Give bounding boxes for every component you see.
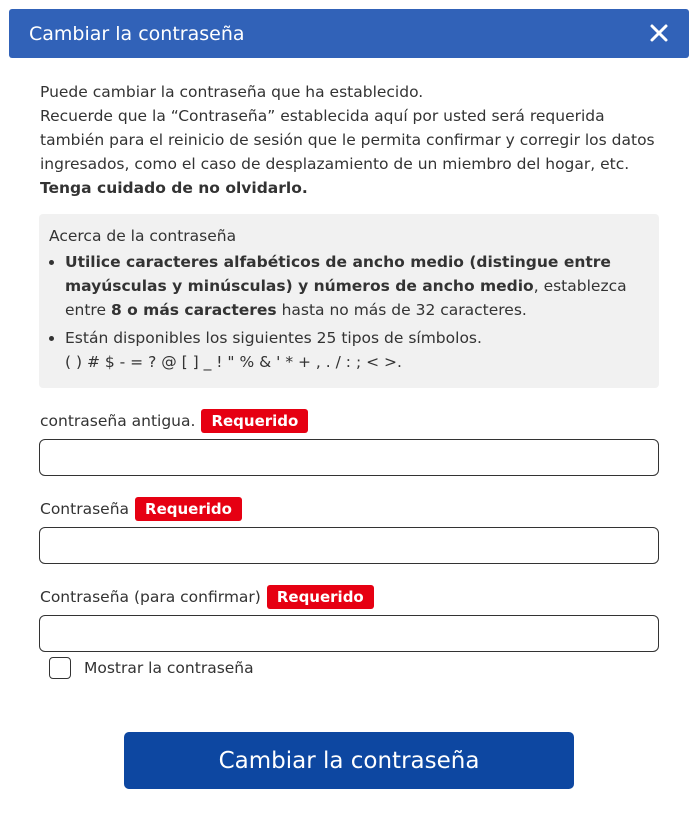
close-button[interactable] — [647, 21, 671, 45]
password-rules-title: Acerca de la contraseña — [49, 227, 237, 245]
intro-text — [40, 80, 670, 200]
intro-warning: Tenga cuidado de no olvidarlo. — [40, 179, 308, 197]
dialog-title: Cambiar la contraseña — [29, 22, 245, 45]
show-password-label: Mostrar la contraseña — [84, 659, 254, 677]
confirm-password-input[interactable] — [39, 615, 659, 652]
old-password-label — [40, 408, 308, 434]
intro-line-4: ingresados, como el caso de desplazamiento de un miembro del hogar, etc. — [40, 155, 630, 173]
rule-1-text-b: hasta no más de 32 caracteres. — [276, 301, 527, 319]
old-password-label-text: contraseña antigua. — [40, 412, 196, 430]
change-password-button[interactable]: Cambiar la contraseña — [124, 732, 574, 789]
rule-1-bold-length: 8 o más caracteres — [110, 301, 277, 319]
close-icon — [647, 21, 671, 45]
rule-1-bold: Utilice caracteres alfabéticos de ancho medio (distingue entre mayúsculas y minúsculas) y números de ancho medio — [65, 253, 611, 295]
rule-1-text-a: , establezca entre — [65, 277, 627, 319]
password-rules-box — [39, 214, 659, 388]
confirm-password-label — [40, 584, 374, 610]
dialog-header — [9, 9, 689, 58]
new-password-label — [40, 496, 242, 522]
password-rules-list — [49, 250, 647, 374]
required-badge: Requerido — [135, 497, 242, 521]
intro-line-1: Puede cambiar la contraseña que ha establecido. — [40, 83, 424, 101]
password-rule-2 — [65, 326, 647, 374]
intro-line-3: también para el reinicio de sesión que le permita confirmar y corregir los datos — [40, 131, 655, 149]
required-badge: Requerido — [267, 585, 374, 609]
intro-line-2: Recuerde que la “Contraseña” establecida aquí por usted será requerida — [40, 107, 605, 125]
rule-2-line-1: Están disponibles los siguientes 25 tipos de símbolos. — [65, 329, 482, 347]
new-password-input[interactable] — [39, 527, 659, 564]
required-badge: Requerido — [201, 409, 308, 433]
old-password-input[interactable] — [39, 439, 659, 476]
confirm-password-label-text: Contraseña (para confirmar) — [40, 588, 261, 606]
password-rule-1 — [65, 250, 647, 322]
show-password-checkbox[interactable] — [49, 657, 71, 679]
rule-2-symbols: ( ) # $ - = ? @ [ ] _ ! " % & ' * + , . / : ; < >. — [65, 353, 402, 371]
show-password-option[interactable] — [49, 657, 254, 679]
new-password-label-text: Contraseña — [40, 500, 130, 518]
